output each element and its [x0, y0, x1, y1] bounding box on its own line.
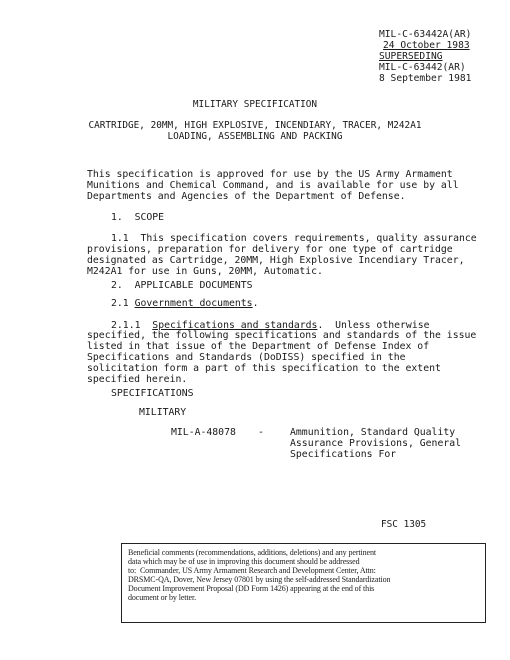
- paragraph-line: M242A1 for use in Guns, 20MM, Automatic.: [87, 266, 323, 277]
- section-heading: 2. APPLICABLE DOCUMENTS: [111, 280, 253, 291]
- approval-line: Munitions and Chemical Command, and is available for use by all: [87, 180, 459, 191]
- spec-description-line: Assurance Provisions, General: [290, 438, 462, 449]
- subsection-number: 2.1: [111, 298, 129, 309]
- section-heading: 1. SCOPE: [111, 212, 165, 223]
- paragraph-line: 1.1 This specification covers requirements, quality assurance: [111, 233, 477, 244]
- spec-number: MIL-A-48078: [171, 427, 236, 438]
- spec-description-line: Ammunition, Standard Quality: [290, 427, 456, 438]
- list-heading: SPECIFICATIONS: [111, 388, 194, 399]
- paragraph-line: solicitation form a part of this specification to the extent: [87, 363, 441, 374]
- comment-line: Beneficial comments (recommendations, additions, deletions) and any pertinent: [128, 548, 377, 557]
- paragraph-line: provisions, preparation for delivery for one type of cartridge: [87, 244, 453, 255]
- paragraph-line: listed in that issue of the Department of Defense Index of: [87, 341, 430, 352]
- superseded-document-date: 8 September 1981: [379, 73, 472, 84]
- superseded-document-number: MIL-C-63442(AR): [379, 62, 466, 73]
- paragraph-line: specified herein.: [87, 374, 188, 385]
- paragraph-line: designated as Cartridge, 20MM, High Explosive Incendiary Tracer,: [87, 255, 465, 266]
- subsection-title: Specifications and standards: [152, 320, 318, 331]
- document-number: MIL-C-63442A(AR): [379, 29, 472, 40]
- comment-line: document or by letter.: [128, 593, 197, 602]
- comment-line: DRSMC-QA, Dover, New Jersey 07801 by using the self-addressed Standardization: [128, 575, 391, 584]
- comment-box: [121, 543, 486, 623]
- superseding-label: SUPERSEDING: [379, 51, 443, 62]
- document-date: 24 October 1983: [383, 40, 470, 51]
- specification-heading: MILITARY SPECIFICATION: [192, 99, 318, 110]
- title-line-1: CARTRIDGE, 20MM, HIGH EXPLOSIVE, INCENDIARY, TRACER, M242A1: [88, 120, 422, 131]
- subsection-period: .: [252, 298, 259, 309]
- spec-description-line: Specifications For: [290, 449, 397, 460]
- approval-line: This specification is approved for use by the US Army Armament: [87, 169, 453, 180]
- comment-line: to: Commander, US Army Armament Research and Development Center, Attn:: [128, 566, 376, 575]
- subsection-number: 2.1.1: [111, 320, 141, 331]
- fsc-code: FSC 1305: [381, 519, 427, 530]
- list-subheading: MILITARY: [139, 407, 187, 418]
- paragraph-line: Specifications and Standards (DoDISS) specified in the: [87, 352, 406, 363]
- subsection-title: Government documents: [134, 298, 253, 309]
- title-line-2: LOADING, ASSEMBLING AND PACKING: [167, 131, 343, 142]
- paragraph-line: specified, the following specifications and standards of the issue: [87, 330, 477, 341]
- paragraph-text: . Unless otherwise: [317, 320, 430, 331]
- comment-line: data which may be of use in improving this document should be addressed: [128, 557, 360, 566]
- approval-line: Departments and Agencies of the Department of Defense.: [87, 191, 406, 202]
- comment-line: Document Improvement Proposal (DD Form 1426) appearing at the end of this: [128, 584, 375, 593]
- spec-dash: -: [258, 427, 264, 438]
- subsection-2-1: [111, 299, 258, 309]
